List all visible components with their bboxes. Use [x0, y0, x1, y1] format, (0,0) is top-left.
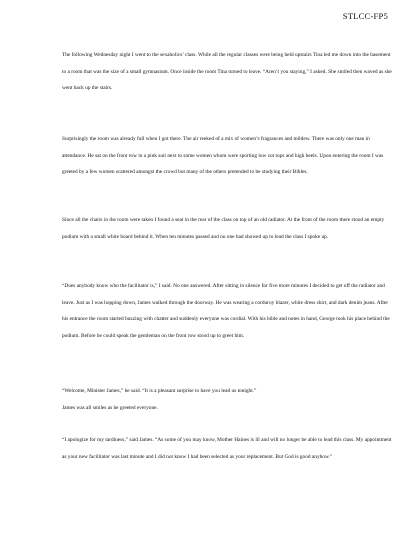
page-header: STLCC-FP5 [342, 11, 388, 21]
paragraph-7: “I apologize for my tardiness,” said James. “As some of you may know, Mother Haines is ill and will no longer be able to lead this class. My appointment as your new facilitator was last minute and I did not know I had been selected as your replacement. But God is good anyhow.” [62, 437, 392, 460]
paragraph-1: The following Wednesday night I went to the sexaholics’ class. While all the regular classes were being held upstairs Tina led me down into the basement to a room that was the size of a small gymnasium. Once inside the room Tina turned to leave. “Aren’t you staying,” I asked. She smiled then waved as she went back up the stairs. [62, 52, 392, 92]
paragraph-6: James was all smiles as he greeted everyone. [62, 405, 158, 411]
paragraph-2: Surprisingly the room was already full when I got there. The air reeked of a mix of women’s fragrances and mildew. There was only one man in attendance. He sat on the front row in a pink suit next to some women whom were sporting low cut tops and high heels. Upon entering the room I was greeted by a few women scattered amongst the crowd but many of the others pretended to be studying their Bibles. [62, 136, 384, 176]
paragraph-3: Since all the chairs in the room were taken I found a seat in the rear of the class on top of an old radiator. At the front of the room there stood an empty podium with a small white board behind it. When ten minutes passed and no one had showed up to lead the class I spoke up. [62, 217, 385, 240]
paragraph-5: “Welcome, Minister James,” he said. “It is a pleasant surprise to have you lead us tonight.” [62, 388, 257, 394]
paragraph-4: “Does anybody know who the facilitator is,” I said. No one answered. After sitting in silence for five more minutes I decided to get off the radiator and leave. Just as I was hopping down, James walked through the doorway. He was wearing a corduroy blazer, white dress shirt, and dark denim jeans. After his entrance the room started buzzing with chatter and suddenly everyone was cordial. With his bible and notes in hand, George took his place behind the podium. Before he could speak the gentleman on the front row stood up to greet him. [62, 283, 390, 340]
